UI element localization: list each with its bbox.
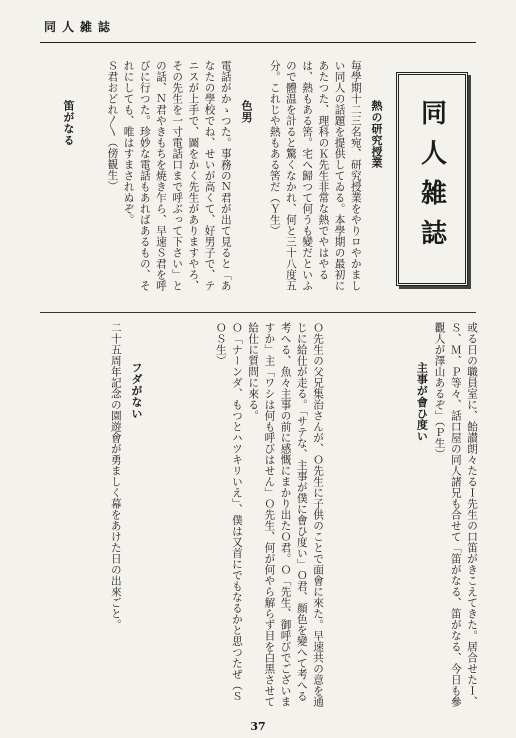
upper-column-2 xyxy=(80,60,256,300)
article-body: 二十五周年記念の園遊會が勇ましく幕をあけた日の出來ごと。 xyxy=(109,322,122,630)
lower-column-2 xyxy=(150,322,326,712)
page-number: 37 xyxy=(250,720,266,733)
article-body: 毎學期十二三名宛、研究授業をやりロやかましい同人の話題を提供してゐる。本學期の最初にあたつた、理科のＫ先生非常な熱でやはやるは、熱もある筈。宅へ歸つて何うも變だといふので體温を計ると驚くなかれ、何と三十八度五分。これじや熱もある筈だ（Ｙ生） xyxy=(268,60,362,291)
lower-column-3 xyxy=(40,322,146,712)
article-heading: フダがない xyxy=(130,362,143,419)
article-heading: 主事が會ひ度い xyxy=(415,362,429,442)
top-rule xyxy=(40,42,476,43)
upper-column-1 xyxy=(260,60,386,300)
upper-right-spacer xyxy=(396,296,476,306)
lower-column-1 xyxy=(330,322,480,712)
article-body: 或る日の職員室に、飴讃朗々たるＩ先生の口笛がきこえてきた。居合せたＩ、Ｓ、Ｍ、Ｐ等々、話口屋の同人諸兄も合せて「笛がなる、笛がなる、今日も參觀人が澤山あるぞ」（Ｐ生） xyxy=(433,322,478,707)
article-signature: Ｓ君おどれ〳〵（傍観生） xyxy=(106,60,119,192)
section-title-box xyxy=(396,72,468,286)
article-heading: 色男 xyxy=(240,100,253,123)
article-body: 電話がかゝつた。事務のＮ君が出て見ると「あなたの學校でね、せいが高くて、好男子で、テニスが上手で、圖をかく先生がありますやろ、その先生を一寸電話口まで呼ぶって下さい」との話、Ｎ君やきもちを焼き乍ら、早速Ｓ君を呼びに行つた。珍妙な電話もあればあるもの、それにしても、唯はすまされぬぞ。 xyxy=(122,60,232,291)
article-signature: Ｏ「ナーンダ、もつとハツキリいえ」、僕は又首にでもなるかと思つたぜ（ＳＯＳ生） xyxy=(214,322,243,702)
tier-divider xyxy=(40,312,476,313)
article-heading: 笛がなる xyxy=(62,100,75,146)
upper-column-3 xyxy=(40,60,78,300)
section-title: 同人雑誌 xyxy=(416,99,447,259)
article-body: Ｏ先生の父兄集治さんが、Ｏ先生に子供のことで面會に來た。早速共の意を通じに給仕が走る。「サテな、主事が僕に會ひ度い」Ｏ君、顔色を變へて考へる考へる、魚々主事の前に感慨にまかり出たＯ君。Ｏ「先生、御呼びでございますか」主「ワシは何も呼びはせん」Ｏ先生、何が何やら解らず目を白黒させて給仕に質問に來る。 xyxy=(247,322,324,707)
running-header: 同人雑誌 xyxy=(44,20,117,34)
article-heading: 熱の研究授業 xyxy=(370,100,383,169)
